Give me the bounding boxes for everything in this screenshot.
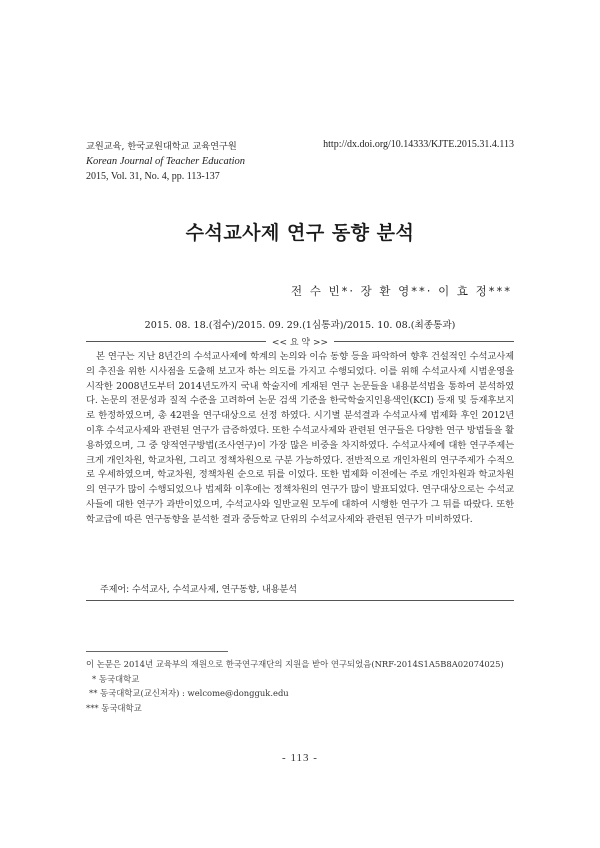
volume-info: 2015, Vol. 31, No. 4, pp. 113-137 [86, 171, 220, 182]
paper-title: 수석교사제 연구 동향 분석 [185, 222, 415, 244]
publisher: 교원교육, 한국교원대학교 교육연구원 [86, 141, 237, 152]
keywords: 주제어: 수석교사, 수석교사제, 연구동향, 내용분석 [100, 585, 297, 595]
journal-header [86, 139, 245, 184]
page-number: - 113 - [282, 752, 318, 764]
footnote-author3: *** 동국대학교 [86, 702, 142, 713]
footnote-author2: ** 동국대학교(교신저자) : welcome@dongguk.edu [89, 688, 289, 699]
abstract-body: 본 연구는 지난 8년간의 수석교사제에 학계의 논의와 이슈 동향 등을 파악하여 향후 건설적인 수석교사제의 추진을 위한 시사점을 도출해 보고자 하는 의도를 가지고 수행되었다. 이를 위해 수석교사제 시범운영을 시작한 2008년도부터 2014년도까지 국내 학술지에 게재된 연구 논문들을 내용분석법을 통하여 분석하였다. 논문의 전문성과 질적 수준을 고려하여 논문 검색 기준을 한국학술지인용색인(KCI) 등재 및 등재후보지로 한정하였으며, 총 42편을 연구대상으로 선정 하였다. 시기별 분석결과 수석교사제 법제화 후인 2012년 이후 수석교사제와 관련된 연구가 급증하였다. 또한 수석교사제와 관련된 연구들은 다양한 연구 방법들을 활용하였으며, 그 중 양적연구방법(조사연구)이 가장 많은 비중을 차지하였다. 수석교사제에 대한 연구주제는 크게 개인차원, 학교차원, 그리고 정책차원으로 구분 가능하였다. 전반적으로 개인차원의 연구주제가 수적으로 우세하였으며, 학교차원, 정책차원 순으로 뒤를 이었다. 또한 법제화 이전에는 주로 개인차원과 학교차원의 연구가 많이 수행되었으나 법제화 이후에는 정책차원의 연구가 많이 발표되었다. 연구대상으로는 수석교사들에 대한 연구가 과반이었으며, 수석교사와 일반교원 모두에 대하여 시행한 연구가 그 뒤를 따랐다. 또한 학교급에 따른 연구동향을 분석한 결과 중등학교 단위의 수석교사제와 관련된 연구가 미비하였다. [86, 351, 514, 525]
submission-dates: 2015. 08. 18.(접수)/2015. 09. 29.(1심통과)/2015. 10. 08.(최종통과) [144, 320, 456, 331]
abstract-label-text: << 요 약 >> [266, 338, 334, 348]
doi-link[interactable]: http://dx.doi.org/10.14333/KJTE.2015.31.4.113 [323, 139, 514, 150]
footnote-funding: 이 논문은 2014년 교육부의 재원으로 한국연구재단의 지원을 받아 연구되었음(NRF-2014S1A5B8A02074025) [86, 659, 504, 669]
journal-name: Korean Journal of Teacher Education [86, 156, 246, 167]
footnote-rule [86, 651, 228, 652]
abstract-bottom-rule [86, 600, 514, 601]
abstract-label [0, 335, 600, 348]
authors: 전 수 빈*· 장 환 영**· 이 효 정*** [290, 284, 512, 298]
footnotes [86, 657, 504, 715]
footnote-author1: * 동국대학교 [92, 673, 140, 684]
